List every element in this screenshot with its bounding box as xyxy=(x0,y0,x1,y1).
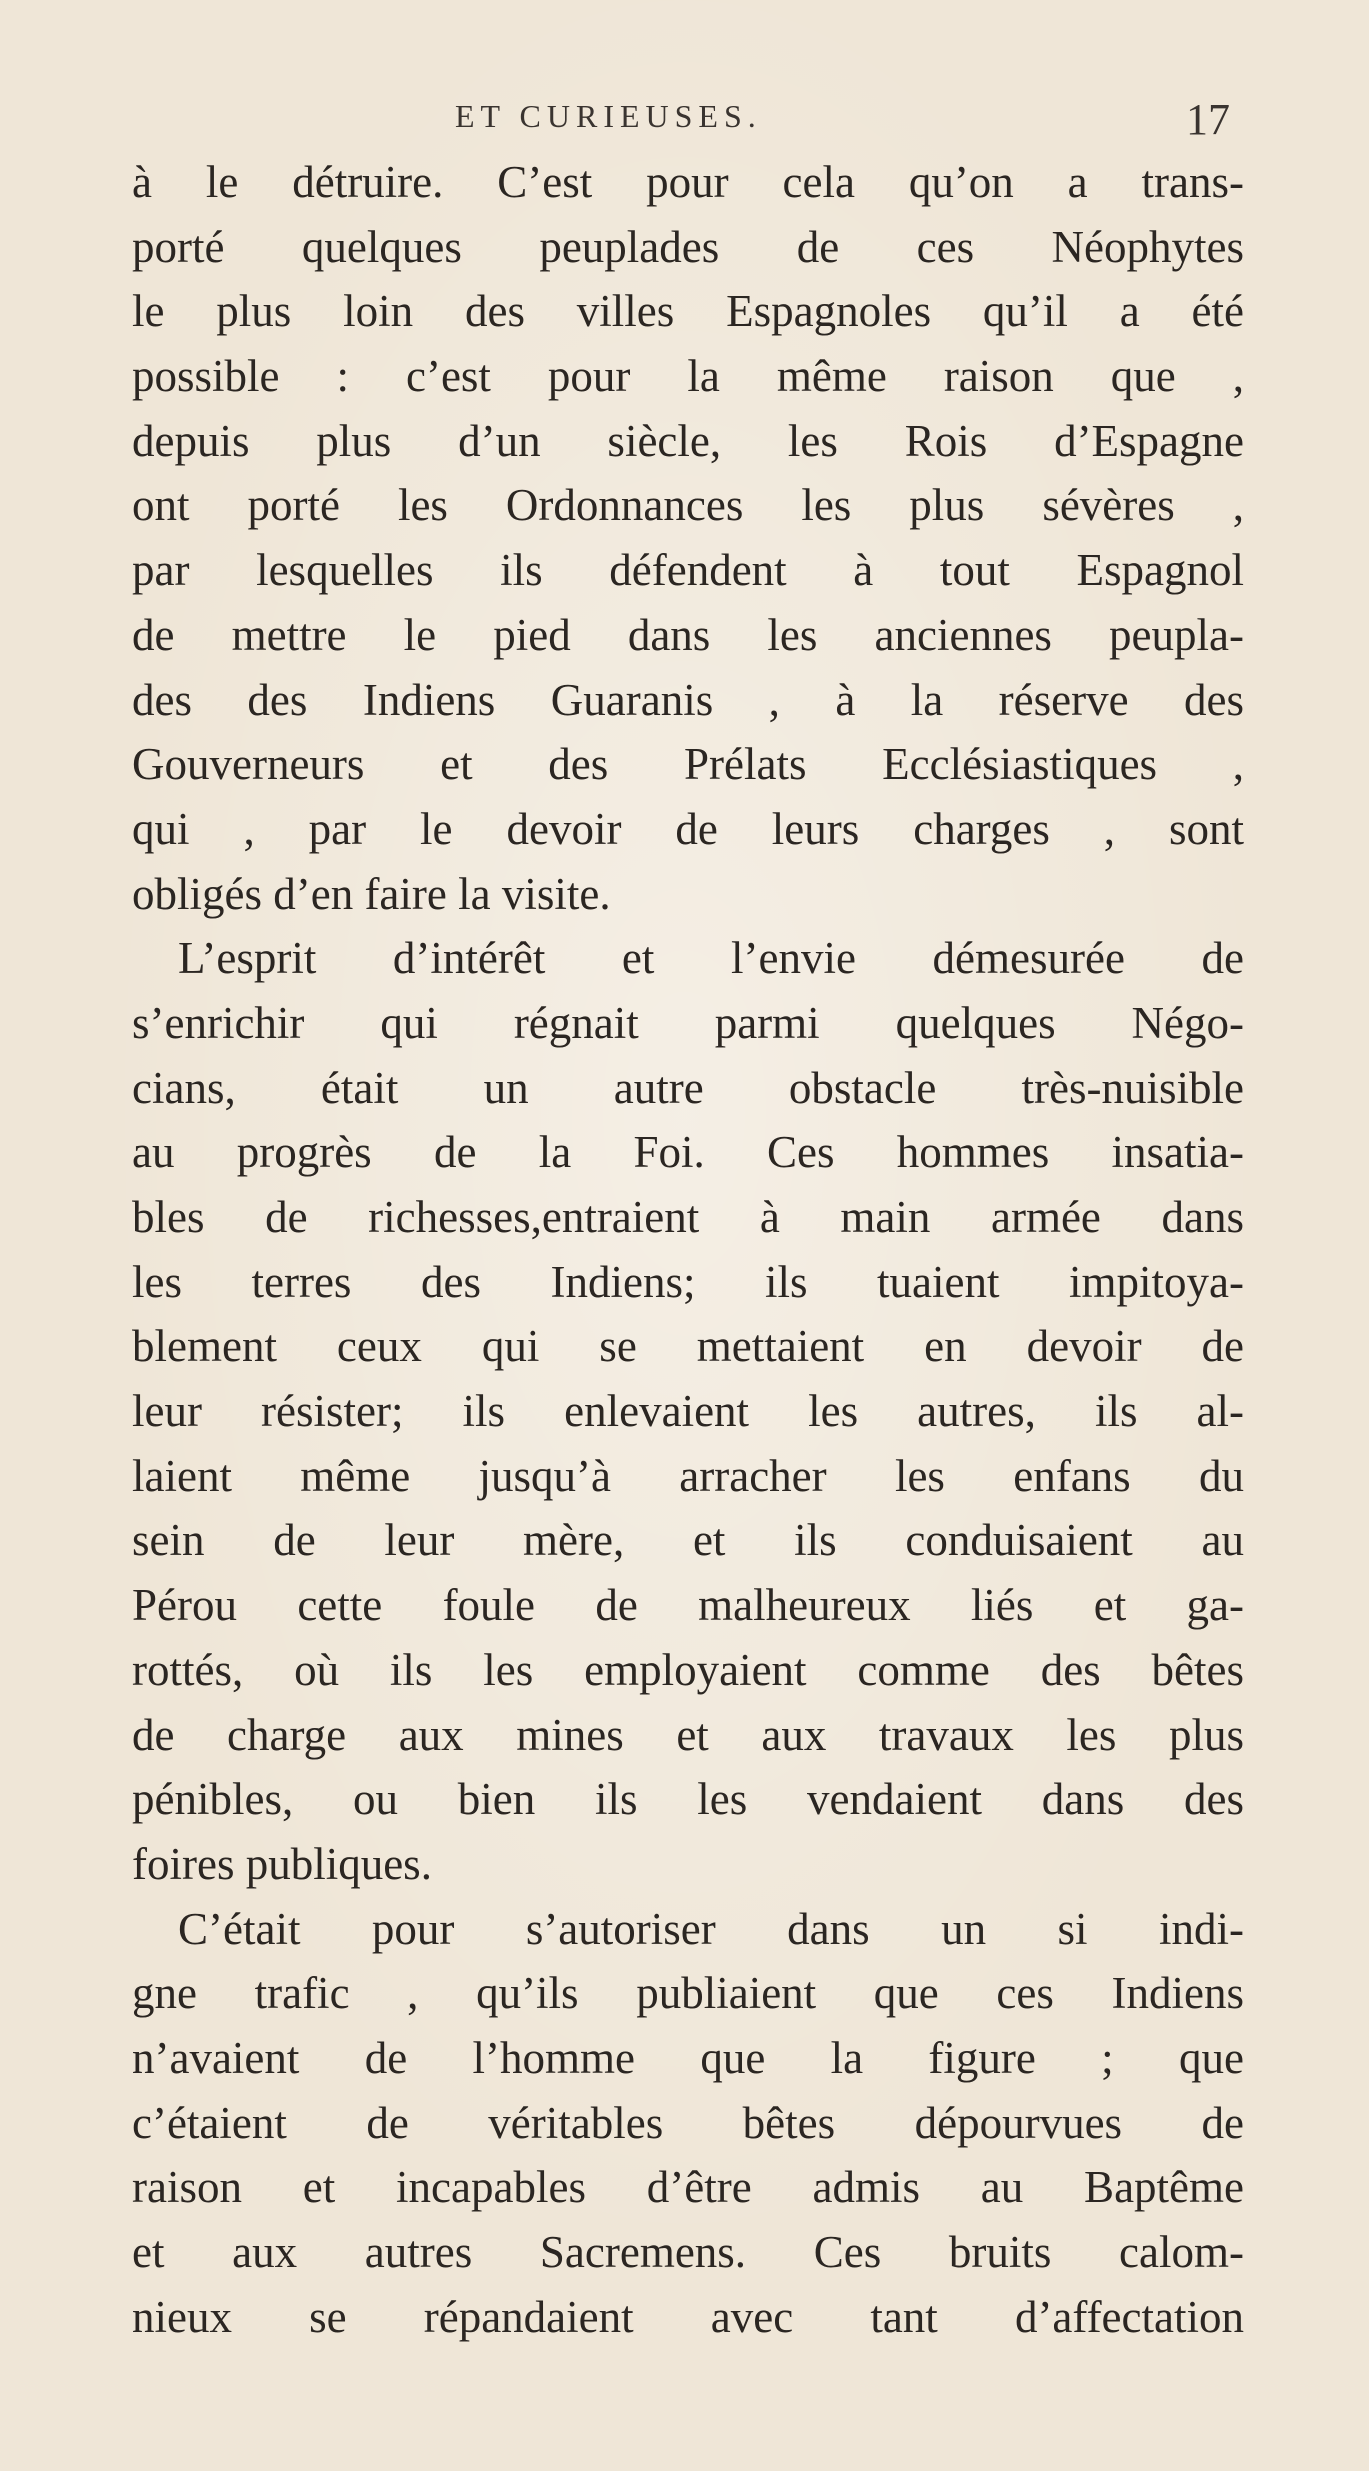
text-line: ont porté les Ordonnances les plus sévères , xyxy=(132,480,1244,531)
text-line: bles de richesses,entraient à main armée dans xyxy=(132,1192,1244,1242)
paragraph-end-line: obligés d’en faire la visite. xyxy=(132,868,611,919)
page-number: 17 xyxy=(1186,95,1230,144)
text-line: n’avaient de l’homme que la figure ; que xyxy=(132,2032,1244,2083)
text-line: c’étaient de véritables bêtes dépourvues de xyxy=(132,2097,1244,2148)
text-line: leur résister; ils enlevaient les autres, ils al- xyxy=(132,1386,1244,1437)
text-line: possible : c’est pour la même raison que , xyxy=(132,351,1244,402)
text-line: qui , par le devoir de leurs charges , sont xyxy=(132,803,1244,854)
text-line: par lesquelles ils défendent à tout Espagnol xyxy=(132,545,1244,596)
text-line: s’enrichir qui régnait parmi quelques Négo- xyxy=(132,997,1244,1048)
text-line: depuis plus d’un siècle, les Rois d’Espagne xyxy=(132,415,1244,466)
text-line: sein de leur mère, et ils conduisaient au xyxy=(132,1515,1244,1566)
text-line: Gouverneurs et des Prélats Ecclésiastiques , xyxy=(132,739,1244,790)
text-line: Pérou cette foule de malheureux liés et ga- xyxy=(132,1580,1244,1631)
paragraph-start-line: L’esprit d’intérêt et l’envie démesurée de xyxy=(178,933,1244,984)
text-line: cians, était un autre obstacle très-nuisible xyxy=(132,1062,1244,1113)
text-line: pénibles, ou bien ils les vendaient dans des xyxy=(132,1774,1244,1825)
text-line: porté quelques peuplades de ces Néophytes xyxy=(132,221,1244,272)
text-line: blement ceux qui se mettaient en devoir de xyxy=(132,1321,1244,1372)
text-line: le plus loin des villes Espagnoles qu’il a été xyxy=(132,286,1244,337)
text-line: et aux autres Sacremens. Ces bruits calom- xyxy=(132,2227,1244,2277)
text-line: les terres des Indiens; ils tuaient impitoya- xyxy=(132,1256,1244,1307)
body-text xyxy=(132,150,1244,2349)
text-line: au progrès de la Foi. Ces hommes insatia- xyxy=(132,1127,1244,1178)
text-line: à le détruire. C’est pour cela qu’on a trans- xyxy=(132,157,1244,207)
text-line: gne trafic , qu’ils publiaient que ces Indiens xyxy=(132,1968,1244,2019)
text-line: rottés, où ils les employaient comme des bêtes xyxy=(132,1644,1244,1695)
text-line: laient même jusqu’à arracher les enfans du xyxy=(132,1450,1244,1501)
text-line: de charge aux mines et aux travaux les plus xyxy=(132,1709,1244,1760)
page-header xyxy=(130,95,1230,148)
text-line: des des Indiens Guaranis , à la réserve des xyxy=(132,674,1244,725)
paragraph-start-line: C’était pour s’autoriser dans un si indi- xyxy=(178,1903,1244,1954)
running-title: ET CURIEUSES. xyxy=(455,98,762,134)
text-line: de mettre le pied dans les anciennes peupla- xyxy=(132,609,1244,660)
paragraph-end-line: foires publiques. xyxy=(132,1838,432,1889)
text-line: nieux se répandaient avec tant d’affectation xyxy=(132,2291,1244,2342)
text-line: raison et incapables d’être admis au Baptême xyxy=(132,2162,1244,2213)
